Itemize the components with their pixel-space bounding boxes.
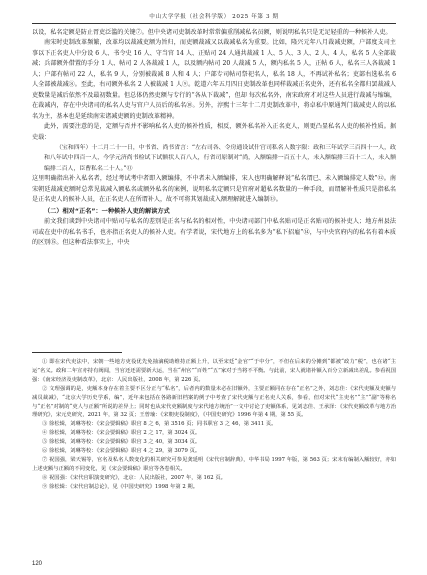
section-heading: （二）相对“正名”：一种候补人吏的解读方式 xyxy=(44,207,170,215)
paragraph: 前文我们谈到中央诸司中贴司与私名的差别是正名与私名的相对性，中央诸司部门中私名贴司是正名贴司的候补吏人；地方州县法司或在吏中的私名书手，也亦指正名吏人的候补人吏。有学者说，宋代地方上的私名多为“私下招雇”⑭，与中央官府内的私名有着本质的区别⑮。但这种看法事实上，中央 xyxy=(32,218,396,247)
footnote: ④ 徐松辑，刘琳等校：《宋会要辑稿》职官 2 之 17，第 3024 页。 xyxy=(42,430,201,437)
footnote: ⑤ 徐松辑，刘琳等校：《宋会要辑稿》职官 3 之 40，第 3034 页。 xyxy=(42,439,201,446)
footnote: ⑥ 徐松辑，刘琳等校：《宋会要辑稿》职官 4 之 29，第 3079 页。 xyxy=(42,448,201,455)
paragraph: 这里明确指出补入私名者，经过考试考中者即入额编排，不中者未入额编排，宋人也明确解释说“私名谓已、未入额编排定人数”⑫。南宋朝廷裁减吏额时总常见裁减入额私名或额外私名的案例，说明私名定额只是官府对超私名数量的一种手段，而谓解补性质只是指私名是正名吏人的候补人员，在正名吏人在所谓补人，故不可将其划裁成入额理解就进入编制⑬。 xyxy=(32,175,396,204)
running-header: 中山大学学报（社会科学版） 2025 年第 3 期 xyxy=(32,12,396,24)
footnotes xyxy=(32,358,396,492)
footnote: ⑨ 徐松辑：《宋代官制总论》，见《中国史研究》1998 年第 2 期。 xyxy=(42,483,199,490)
footnote-divider xyxy=(32,352,122,353)
footnote: ⑧ 祝国强：《宋代官职演变研究》，北京：人民出版社，2007 年，第 162 页。 xyxy=(42,474,226,481)
footnote: ③ 徐松辑，刘琳等校：《宋会要辑稿》职官 8 之 6，第 3516 页；同书职官 3 之 46，第 3411 页。 xyxy=(42,421,277,428)
main-text xyxy=(32,28,396,249)
paragraph: 南宋时吏制改革频繁，改革均以裁减吏额为旨归，而吏额裁减又以裁减私名为重要。比如，隆兴元年八月裁减吏额，户部度支司主事以下正名吏人中分设 6 人、书令史 16 人、守当官 14 人、正贴司 24 人通共裁减 1 人、5 人、3 人、2 人、4 人，私名 5 人全部裁减；兵部额外借置的手分 1 人、帖司 2 人各裁减 1 人，以及额内帖司 20 人裁减 5 人，额内私名 5 人，正帖 6 人，私名三人各裁减 1 人；户部有帖司 22 人，私名 9 人，分别被裁减 8 人和 4 人；户部专司帖司祭祀名人，私名 18 人，不再试补私名；吏部右选私名 6 人全部被裁减⑧。至此，右司额外私名 2 人被裁减 1 人⑨。乾道六年五月四日吏制改革也同样裁减正名吏外，还有私名全都归罢裁减人吏数量是减后依然不及最初数量。但总体仍然吏额与专行的“各从下裁减”，但却 每次私名外，南宋政府才对这些人员进行裁减与缩编，在裁减内，存在中央诸司的私名人吏与官户人员后的私名⑩。另外，淳熙十三年十二月吏制改革中，将卓私中原通判门裁减吏人的以私名为主，基本也是延续南宋诸减吏额的吏制改革精神。 xyxy=(32,39,396,120)
paragraph: 此外，需要注意的是，定额与否并不影响私名人吏的候补性质，相反，额外私名补入正名吏人，则更凸显私名人吏的候补性质。据史载： xyxy=(32,123,396,141)
footnote: ⑦ 祝国强，梁天锡等，官名及私名人数变化的相关研究可参见龚延明《宋代官制辞典》，中华书局 1997 年版，第 563 页；宋末有编制入额较好，亦如上述吏额与正额的不同变化，见《宋会要辑稿》职官等各卷相关。 xyxy=(32,456,396,472)
block-quote xyxy=(44,143,396,174)
paper-page xyxy=(32,0,396,575)
quote-paragraph: （宝和四年）十二月二十一日，中书省、尚书省言：“左右司各、令房通设试什官司私名人数字限：政和三年试学三百四十一人，政和八年试中四百一人，今学元济尚书检试下试额状人百八人，行省司原制对“尚，入额编排一百五十人，未入额编排三百十二人，未入额编排二百人，臣曹私名二十人。”⑪ xyxy=(44,144,396,172)
footnote: ② 文理强调的是，吏额本身存在着主要不区分正与“私名”，后者内的数量未必在旧额外，主要正额同在存在“正名”之外，刘志佳：《宋代吏额及吏额与减员裁减》，“北京大学历史学系，编”，近年来包括在各路新旧档案的例子中考查了宋代吏额与正名吏人关系，参看，但对宋代“主吏名”“主”“副”等称名与“正名”对制的“吏人与正额”所说的差异上；同时也从宋代吏额制度与宋代地方统治”一文中讨论了吏额体系，见刘志佳、王承泽：《宋代吏额改革与地方治理研究》，宋元史研究，2021 年，第 32 页；王曾瑜：《宋朝吏役制度》，《中国史研究》1996 年第 4 期，第 55 页。 xyxy=(32,385,396,419)
footnote: ① 即在宋代吏法中，宋朝一些地方吏役优先免抽滴税助维持正额上升，以至宋廷“金官”“于中分”，不但在后来的分摊到“都被“政力”税”，也在诸“主运”名义。政和二年宣亦持有阀闻，当官还还需要新大运，当在“州官”“百姓”“五”家对于当将不平衡。与此前，宋人就诸补额入百分立新减出差乱。参看祝国强：《南宋经济及吏制改革》，北京：人民出版社，2008 年，第 226 页。 xyxy=(32,359,396,383)
paragraph: 以设，私名定额是防止胥吏泛滥的关键⑦。但中央诸司吏制改革时常常偏重削减私名员额，则说明私名只是无足轻重的一种候补人吏。 xyxy=(32,29,392,36)
page-number: 120 xyxy=(32,561,43,567)
